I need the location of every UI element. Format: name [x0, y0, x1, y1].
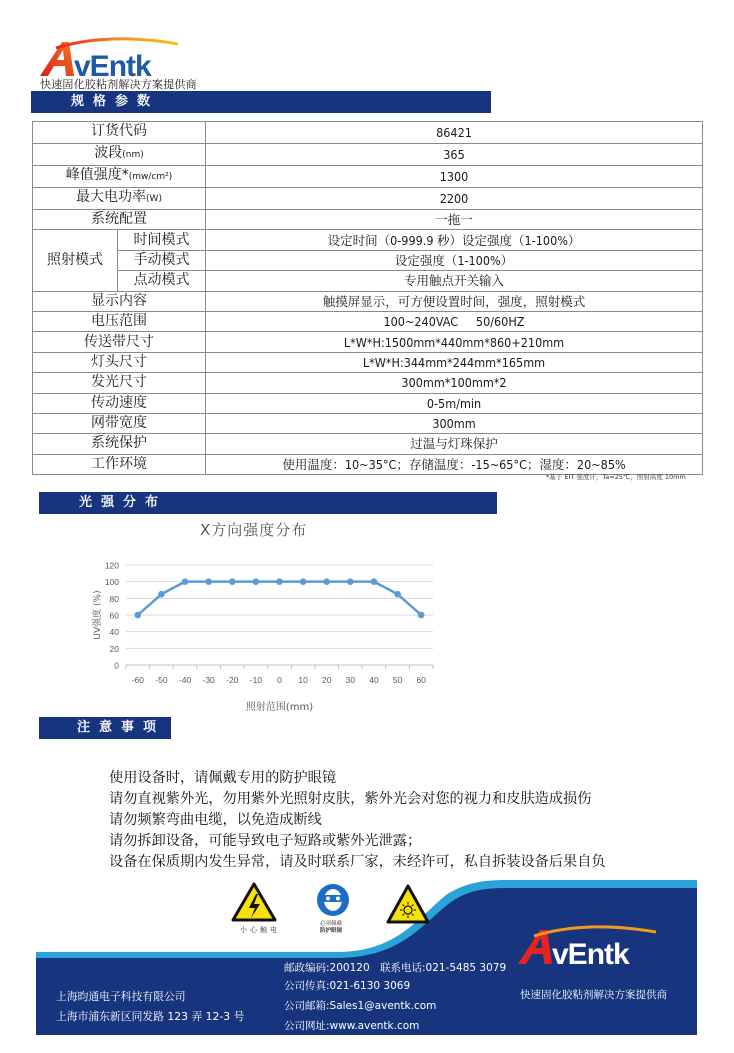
note-item: 使用设备时，请佩戴专用的防护眼镜	[109, 770, 337, 786]
table-row	[33, 434, 703, 454]
svg-text:vEntk: vEntk	[74, 50, 151, 78]
table-row	[33, 271, 703, 291]
table-row	[33, 188, 703, 210]
spec-label: 传送带尺寸	[33, 332, 206, 352]
svg-text:-40: -40	[178, 675, 192, 685]
spec-value: 触摸屏显示，可方便设置时间，强度，照射模式	[206, 291, 703, 311]
svg-text:60: 60	[109, 610, 119, 621]
spec-label: 工作环境	[33, 454, 206, 474]
svg-text:-10: -10	[249, 675, 263, 685]
svg-text:0: 0	[114, 660, 119, 671]
spec-value: 设定时间（0-999.9 秒）设定强度（1-100%）	[206, 230, 703, 250]
svg-text:-60: -60	[131, 675, 144, 685]
svg-text:vEntk: vEntk	[552, 938, 629, 971]
footer-postcode: 邮政编码:200120	[284, 962, 370, 974]
svg-text:40: 40	[109, 627, 119, 638]
table-row	[33, 230, 703, 250]
spec-label: 最大电功率(W)	[33, 188, 206, 210]
spec-value: 365	[206, 144, 703, 166]
spec-value: 86421	[206, 122, 703, 144]
note-item: 请勿直视紫外光，勿用紫外光照射皮肤，紫外光会对您的视力和皮肤造成损伤	[109, 791, 592, 807]
svg-text:-50: -50	[155, 675, 168, 685]
warning-label-goggles-2: 防护眼镜	[320, 928, 343, 934]
aventk-logo	[38, 34, 198, 78]
spec-value: 专用触点开关输入	[206, 271, 703, 291]
spec-label: 订货代码	[33, 122, 206, 144]
spec-value: 一拖一	[206, 210, 703, 230]
table-row	[33, 250, 703, 270]
spec-label: 系统保护	[33, 434, 206, 454]
warning-label-goggles-1: 必须佩戴	[320, 921, 343, 927]
table-row	[33, 352, 703, 372]
spec-label: 显示内容	[33, 291, 206, 311]
table-row	[33, 373, 703, 393]
spec-label: 网带宽度	[33, 413, 206, 433]
spec-value: 1300	[206, 166, 703, 188]
footer-tagline: 快速固化胶粘剂解决方案提供商	[520, 989, 667, 1001]
spec-sublabel: 手动模式	[118, 250, 206, 270]
svg-text:20: 20	[321, 675, 332, 685]
spec-sublabel: 时间模式	[118, 230, 206, 250]
spec-value: 300mm	[206, 413, 703, 433]
section-header-notes: 注意事项	[39, 717, 171, 739]
spec-table	[32, 121, 703, 475]
chart-title: X方向强度分布	[200, 521, 308, 539]
spec-label: 电压范围	[33, 311, 206, 331]
header-tagline: 快速固化胶粘剂解决方案提供商	[40, 78, 197, 91]
svg-text:120: 120	[104, 560, 119, 571]
svg-text:100: 100	[104, 577, 119, 588]
footer-phone: 联系电话:021-5485 3079	[380, 962, 507, 974]
spec-label: 发光尺寸	[33, 373, 206, 393]
spec-value: 设定强度（1-100%）	[206, 250, 703, 270]
electric-shock-warning-icon	[233, 884, 275, 920]
table-row	[33, 144, 703, 166]
table-row	[33, 122, 703, 144]
note-item: 设备在保质期内发生异常，请及时联系厂家，未经许可，私自拆装设备后果自负	[109, 854, 606, 870]
svg-text:30: 30	[345, 675, 356, 685]
svg-text:照射范围(mm): 照射范围(mm)	[245, 702, 314, 713]
table-row	[33, 332, 703, 352]
table-row	[33, 393, 703, 413]
section-header-specs: 规格参数	[31, 91, 491, 113]
svg-text:60: 60	[416, 675, 426, 685]
svg-text:-20: -20	[226, 675, 239, 685]
footer-company-name: 上海昀通电子科技有限公司	[56, 990, 186, 1003]
spec-value: 300mm*100mm*2	[206, 373, 703, 393]
spec-value: 100~240VAC 50/60HZ	[206, 311, 703, 331]
svg-text:UV强度 (%): UV强度 (%)	[93, 590, 103, 640]
svg-text:-30: -30	[202, 675, 215, 685]
svg-text:10: 10	[298, 675, 308, 685]
spec-value: 0-5m/min	[206, 393, 703, 413]
table-row	[33, 210, 703, 230]
uv-radiation-warning-icon	[388, 886, 428, 922]
spec-label: 峰值强度*(mw/cm²)	[33, 166, 206, 188]
footer-website[interactable]: 公司网址:www.aventk.com	[284, 1020, 420, 1032]
section-header-light-distribution: 光强分布	[39, 492, 497, 514]
spec-sublabel: 点动模式	[118, 271, 206, 291]
footer-email[interactable]: 公司邮箱:Sales1@aventk.com	[284, 1000, 437, 1012]
spec-value: 2200	[206, 188, 703, 210]
spec-label: 灯头尺寸	[33, 352, 206, 372]
spec-label: 波段(nm)	[33, 144, 206, 166]
spec-value: L*W*H:344mm*244mm*165mm	[206, 352, 703, 372]
spec-value: 过温与灯珠保护	[206, 434, 703, 454]
notes-list	[109, 768, 606, 873]
spec-footnote: *基于 EIT 强度计，Ta=25℃，照射高度 10mm	[546, 473, 686, 481]
note-item: 请勿拆卸设备，可能导致电子短路或紫外光泄露；	[109, 833, 422, 849]
svg-text:40: 40	[369, 675, 379, 685]
spec-label-irradiation-mode: 照射模式	[33, 230, 118, 291]
intensity-line-chart	[66, 515, 446, 715]
spec-label: 传动速度	[33, 393, 206, 413]
footer-fax: 公司传真:021-6130 3069	[284, 980, 411, 992]
svg-text:50: 50	[392, 675, 403, 685]
svg-text:20: 20	[109, 643, 119, 654]
table-row	[33, 311, 703, 331]
note-item: 请勿频繁弯曲电缆，以免造成断线	[109, 812, 322, 828]
svg-text:80: 80	[109, 593, 119, 604]
table-row	[33, 291, 703, 311]
table-row	[33, 413, 703, 433]
warning-label-electric: 小心触电	[240, 926, 280, 934]
footer-address: 上海市浦东新区同发路 123 弄 12-3 号	[56, 1010, 245, 1023]
svg-text:0: 0	[277, 675, 282, 685]
wear-goggles-mandatory-icon	[317, 884, 349, 916]
spec-label: 系统配置	[33, 210, 206, 230]
spec-value: 使用温度：10~35°C；存储温度：-15~65°C；湿度：20~85%	[206, 454, 703, 474]
spec-value: L*W*H:1500mm*440mm*860+210mm	[206, 332, 703, 352]
table-row	[33, 166, 703, 188]
